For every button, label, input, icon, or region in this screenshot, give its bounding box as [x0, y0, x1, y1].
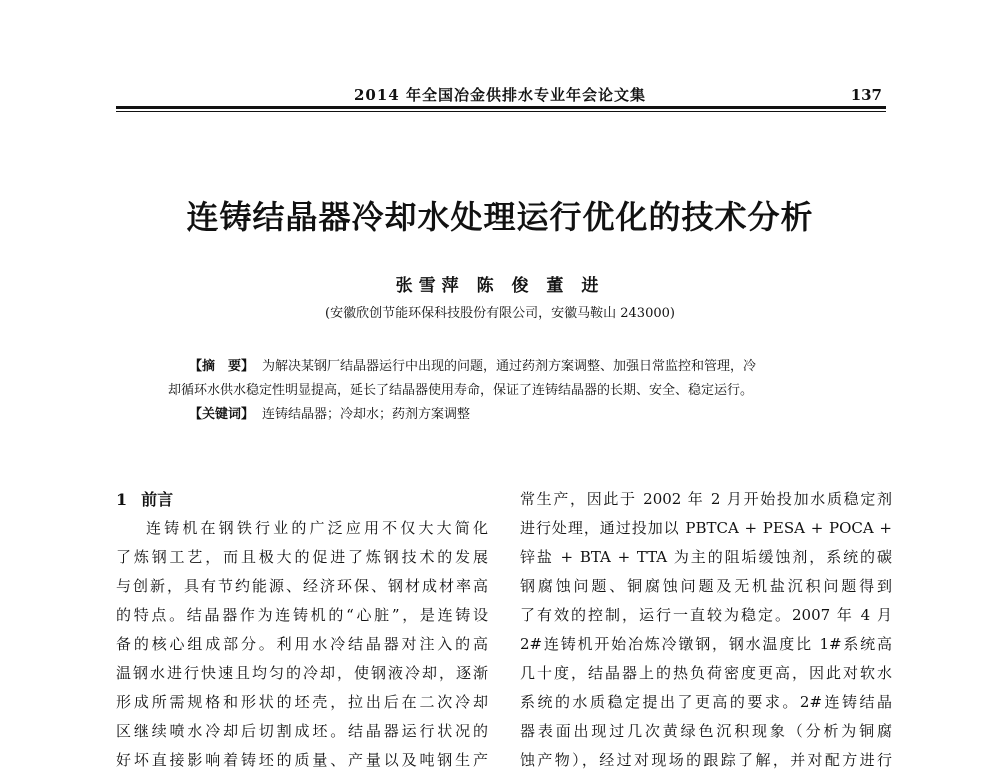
keywords-text: 连铸结晶器；冷却水；药剂方案调整: [262, 407, 471, 422]
body-line: 区继续喷水冷却后切割成坯。结晶器运行状况的: [116, 722, 488, 740]
body-line: 几十度，结晶器上的热负荷密度更高，因此对软水: [520, 664, 892, 682]
body-line: 好坏直接影响着铸坯的质量、产量以及吨钢生产: [116, 751, 488, 769]
body-line: 系统的水质稳定提出了更高的要求。2#连铸结晶: [520, 693, 892, 711]
header-rule-thick: [116, 106, 886, 109]
body-line: 的特点。结晶器作为连铸机的“心脏”，是连铸设: [116, 606, 488, 624]
journal-name: 2014 年全国冶金供排水专业年会论文集: [354, 86, 646, 104]
body-line: 温钢水进行快速且均匀的冷却，使钢液冷却，逐渐: [116, 664, 488, 682]
paper-title: 连铸结晶器冷却水处理运行优化的技术分析: [186, 198, 814, 236]
body-line: 形成所需规格和形状的坯壳，拉出后在二次冷却: [116, 693, 488, 711]
abstract-line: 却循环水供水稳定性明显提高，延长了结晶器使用寿命，保证了连铸结晶器的长期、安全、稳定运行。: [168, 383, 754, 398]
keywords-line: [168, 403, 838, 427]
keywords-label: 【关键词】: [189, 407, 255, 422]
body-line: 器表面出现过几次黄绿色沉积现象（分析为铜腐: [520, 722, 892, 740]
body-line: 了有效的控制，运行一直较为稳定。2007 年 4 月: [520, 606, 892, 624]
section-title: 前言: [141, 490, 174, 509]
body-column-left: [116, 485, 488, 775]
body-line: 进行处理，通过投加以 PBTCA + PESA + POCA +: [520, 519, 892, 537]
abstract-line: [168, 355, 838, 379]
author-list: 张雪萍 陈 俊 董 进: [395, 276, 605, 296]
abstract-text: 为解决某钢厂结晶器运行中出现的问题，通过药剂方案调整、加强日常监控和管理，冷: [262, 359, 757, 374]
body-line: 备的核心组成部分。利用水冷结晶器对注入的高: [116, 635, 488, 653]
running-header: [0, 84, 1000, 104]
abstract-label: 【摘 要】: [189, 359, 255, 374]
body-line: 2#连铸机开始冶炼冷镦钢，钢水温度比 1#系统高: [520, 635, 892, 653]
body-line: 连铸机在钢铁行业的广泛应用不仅大大简化: [146, 519, 488, 537]
abstract-block: [168, 355, 838, 427]
body-column-right: [520, 485, 892, 775]
body-line: 钢腐蚀问题、铜腐蚀问题及无机盐沉积问题得到: [520, 577, 892, 595]
body-line: 常生产，因此于 2002 年 2 月开始投加水质稳定剂: [520, 490, 892, 508]
section-heading: [116, 485, 488, 514]
page-number: 137: [850, 86, 882, 104]
body-line: 了炼钢工艺，而且极大的促进了炼钢技术的发展: [116, 548, 488, 566]
body-line: 蚀产物），经过对现场的跟踪了解，并对配方进行: [520, 751, 892, 769]
body-line: 锌盐 + BTA + TTA 为主的阻垢缓蚀剂，系统的碳: [520, 548, 892, 566]
section-number: 1: [116, 490, 128, 509]
author-affiliation: (安徽欣创节能环保科技股份有限公司，安徽马鞍山 243000): [325, 306, 675, 321]
header-rule-thin: [116, 111, 886, 112]
body-line: 与创新，具有节约能源、经济环保、钢材成材率高: [116, 577, 488, 595]
